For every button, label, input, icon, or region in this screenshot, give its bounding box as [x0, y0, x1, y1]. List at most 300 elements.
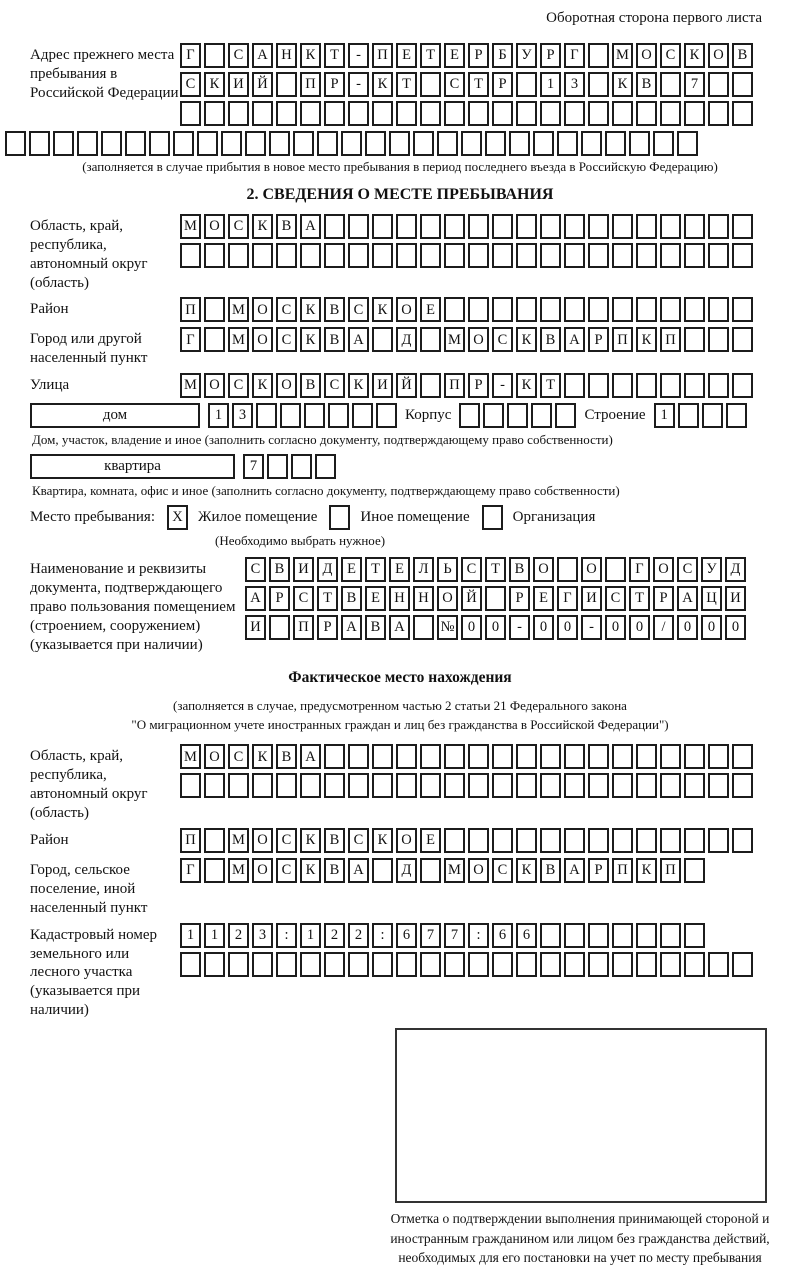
- char-cell: П: [180, 828, 201, 853]
- char-cell: [531, 403, 552, 428]
- char-cell: С: [293, 586, 314, 611]
- char-cell: [612, 243, 633, 268]
- char-cell: [315, 454, 336, 479]
- char-cell: А: [348, 858, 369, 883]
- char-cell: :: [468, 923, 489, 948]
- char-cell: [324, 773, 345, 798]
- char-cell: [420, 773, 441, 798]
- char-cell: С: [228, 43, 249, 68]
- char-cell: 6: [396, 923, 417, 948]
- char-cell: [252, 952, 273, 977]
- char-cell: -: [581, 615, 602, 640]
- char-cell: Р: [317, 615, 338, 640]
- char-cell: [564, 373, 585, 398]
- char-cell: К: [252, 214, 273, 239]
- actual-region-row-1: [180, 744, 753, 769]
- char-cell: Т: [468, 72, 489, 97]
- char-cell: 0: [557, 615, 578, 640]
- char-cell: [684, 297, 705, 322]
- char-cell: С: [605, 586, 626, 611]
- char-cell: К: [516, 858, 537, 883]
- char-cell: [684, 214, 705, 239]
- char-cell: 0: [533, 615, 554, 640]
- char-cell: [300, 952, 321, 977]
- char-cell: [444, 828, 465, 853]
- char-cell: [125, 131, 146, 156]
- char-cell: М: [444, 327, 465, 352]
- char-cell: [516, 214, 537, 239]
- prev-address-row-2: [180, 72, 753, 97]
- region-label: Область, край, республика, автономный округ (область): [30, 217, 148, 291]
- char-cell: [612, 828, 633, 853]
- char-cell: К: [252, 373, 273, 398]
- char-cell: [293, 131, 314, 156]
- char-cell: [732, 373, 753, 398]
- char-cell: В: [324, 327, 345, 352]
- char-cell: [77, 131, 98, 156]
- char-cell: [396, 952, 417, 977]
- char-cell: [492, 828, 513, 853]
- char-cell: В: [276, 744, 297, 769]
- char-cell: [276, 773, 297, 798]
- char-cell: [516, 828, 537, 853]
- char-cell: [564, 923, 585, 948]
- char-cell: К: [372, 297, 393, 322]
- char-cell: -: [348, 43, 369, 68]
- char-cell: [485, 131, 506, 156]
- char-cell: К: [684, 43, 705, 68]
- char-cell: [389, 131, 410, 156]
- char-cell: [228, 243, 249, 268]
- char-cell: [252, 773, 273, 798]
- char-cell: В: [540, 327, 561, 352]
- char-cell: Г: [180, 43, 201, 68]
- char-cell: [708, 297, 729, 322]
- char-cell: [660, 952, 681, 977]
- char-cell: [540, 744, 561, 769]
- char-cell: [420, 214, 441, 239]
- char-cell: [533, 131, 554, 156]
- char-cell: П: [660, 858, 681, 883]
- char-cell: [636, 923, 657, 948]
- option-label-other-premises: Иное помещение: [360, 509, 470, 526]
- char-cell: К: [372, 828, 393, 853]
- char-cell: [684, 858, 705, 883]
- char-cell: О: [396, 297, 417, 322]
- char-cell: [228, 952, 249, 977]
- char-cell: [564, 214, 585, 239]
- char-cell: [492, 952, 513, 977]
- char-cell: [420, 952, 441, 977]
- char-cell: [732, 828, 753, 853]
- char-cell: В: [636, 72, 657, 97]
- char-cell: [540, 952, 561, 977]
- char-cell: [29, 131, 50, 156]
- char-cell: [324, 243, 345, 268]
- char-cell: [612, 101, 633, 126]
- char-cell: [468, 952, 489, 977]
- char-cell: Г: [180, 858, 201, 883]
- char-cell: С: [276, 858, 297, 883]
- char-cell: [485, 586, 506, 611]
- actual-city-field: [30, 858, 770, 918]
- char-cell: С: [276, 327, 297, 352]
- char-cell: Е: [365, 586, 386, 611]
- char-cell: [444, 952, 465, 977]
- char-cell: В: [300, 373, 321, 398]
- char-cell: М: [228, 297, 249, 322]
- char-cell: [444, 243, 465, 268]
- char-cell: [420, 101, 441, 126]
- char-cell: [509, 131, 530, 156]
- char-cell: 7: [243, 454, 264, 479]
- char-cell: [149, 131, 170, 156]
- prev-address-label: Адрес прежнего места пребывания в Российской Федерации: [30, 47, 179, 101]
- char-cell: [341, 131, 362, 156]
- char-cell: [555, 403, 576, 428]
- char-cell: Е: [420, 828, 441, 853]
- char-cell: [540, 243, 561, 268]
- char-cell: [612, 952, 633, 977]
- char-cell: -: [492, 373, 513, 398]
- char-cell: О: [653, 557, 674, 582]
- char-cell: [588, 72, 609, 97]
- char-cell: [636, 243, 657, 268]
- char-cell: В: [540, 858, 561, 883]
- char-cell: С: [228, 744, 249, 769]
- char-cell: [564, 744, 585, 769]
- char-cell: П: [612, 327, 633, 352]
- char-cell: [291, 454, 312, 479]
- char-cell: [540, 828, 561, 853]
- char-cell: -: [509, 615, 530, 640]
- char-cell: [540, 923, 561, 948]
- char-cell: [420, 744, 441, 769]
- char-cell: С: [348, 828, 369, 853]
- district-label: Район: [30, 301, 69, 318]
- char-cell: [197, 131, 218, 156]
- char-cell: [557, 131, 578, 156]
- char-cell: О: [708, 43, 729, 68]
- char-cell: [612, 923, 633, 948]
- char-cell: Р: [509, 586, 530, 611]
- house-row: [30, 403, 770, 428]
- char-cell: [492, 214, 513, 239]
- char-cell: [204, 952, 225, 977]
- char-cell: [708, 952, 729, 977]
- char-cell: [540, 101, 561, 126]
- char-cell: [252, 101, 273, 126]
- char-cell: [204, 43, 225, 68]
- char-cell: П: [293, 615, 314, 640]
- char-cell: Р: [588, 858, 609, 883]
- char-cell: [588, 828, 609, 853]
- char-cell: [612, 297, 633, 322]
- korpus-label: Корпус: [405, 407, 452, 424]
- document-label: Наименование и реквизиты документа, подтверждающего право пользования помещением (строением, сооружением) (указывается при наличии): [30, 561, 236, 653]
- char-cell: [348, 101, 369, 126]
- char-cell: М: [444, 858, 465, 883]
- char-cell: [708, 72, 729, 97]
- char-cell: В: [509, 557, 530, 582]
- char-cell: 2: [228, 923, 249, 948]
- char-cell: И: [581, 586, 602, 611]
- char-cell: [516, 744, 537, 769]
- char-cell: С: [276, 828, 297, 853]
- char-cell: Н: [276, 43, 297, 68]
- char-cell: [348, 214, 369, 239]
- char-cell: [564, 243, 585, 268]
- char-cell: [516, 243, 537, 268]
- document-row-2: [245, 586, 746, 611]
- char-cell: [708, 373, 729, 398]
- char-cell: О: [252, 327, 273, 352]
- apartment-box: квартира: [30, 454, 235, 479]
- stroenie-cells: [654, 403, 747, 428]
- char-cell: Е: [389, 557, 410, 582]
- char-cell: [372, 243, 393, 268]
- char-cell: Т: [317, 586, 338, 611]
- char-cell: -: [348, 72, 369, 97]
- char-cell: [468, 101, 489, 126]
- char-cell: Т: [324, 43, 345, 68]
- char-cell: Г: [557, 586, 578, 611]
- char-cell: [708, 773, 729, 798]
- actual-region-row-2: [180, 773, 753, 798]
- char-cell: [413, 131, 434, 156]
- char-cell: [636, 297, 657, 322]
- cadastral-field: [30, 923, 770, 1020]
- char-cell: С: [228, 373, 249, 398]
- char-cell: О: [437, 586, 458, 611]
- char-cell: :: [372, 923, 393, 948]
- document-row-3: [245, 615, 746, 640]
- char-cell: [684, 923, 705, 948]
- char-cell: П: [180, 297, 201, 322]
- option-label-organization: Организация: [512, 509, 596, 526]
- char-cell: [269, 615, 290, 640]
- char-cell: [365, 131, 386, 156]
- char-cell: А: [252, 43, 273, 68]
- char-cell: К: [204, 72, 225, 97]
- char-cell: Т: [540, 373, 561, 398]
- char-cell: [300, 243, 321, 268]
- stay-type-label: Место пребывания:: [30, 509, 155, 526]
- char-cell: [396, 773, 417, 798]
- char-cell: Е: [533, 586, 554, 611]
- char-cell: [660, 373, 681, 398]
- char-cell: А: [564, 858, 585, 883]
- char-cell: [684, 327, 705, 352]
- char-cell: [636, 828, 657, 853]
- cadastral-row-2: [180, 952, 753, 977]
- house-caption: Дом, участок, владение и иное (заполнить согласно документу, подтверждающему право собственности): [32, 432, 613, 448]
- char-cell: [420, 72, 441, 97]
- char-cell: С: [677, 557, 698, 582]
- char-cell: [396, 243, 417, 268]
- char-cell: 0: [461, 615, 482, 640]
- char-cell: [677, 131, 698, 156]
- header-note: Оборотная сторона первого листа: [546, 10, 762, 26]
- char-cell: [684, 828, 705, 853]
- char-cell: 0: [485, 615, 506, 640]
- char-cell: [204, 297, 225, 322]
- char-cell: О: [204, 744, 225, 769]
- char-cell: К: [636, 327, 657, 352]
- street-field: [30, 373, 770, 398]
- char-cell: А: [677, 586, 698, 611]
- char-cell: К: [300, 327, 321, 352]
- char-cell: [396, 101, 417, 126]
- char-cell: [684, 773, 705, 798]
- stamp-area: [30, 1028, 770, 1268]
- region-row-1: [180, 214, 753, 239]
- char-cell: [180, 243, 201, 268]
- char-cell: [444, 773, 465, 798]
- char-cell: П: [372, 43, 393, 68]
- char-cell: [300, 101, 321, 126]
- char-cell: №: [437, 615, 458, 640]
- char-cell: [420, 858, 441, 883]
- house-cells: [208, 403, 397, 428]
- char-cell: Т: [396, 72, 417, 97]
- char-cell: А: [245, 586, 266, 611]
- char-cell: [564, 297, 585, 322]
- char-cell: [708, 214, 729, 239]
- char-cell: [468, 828, 489, 853]
- char-cell: [221, 131, 242, 156]
- document-field: [30, 557, 770, 654]
- char-cell: [492, 297, 513, 322]
- char-cell: С: [444, 72, 465, 97]
- char-cell: [732, 327, 753, 352]
- char-cell: [636, 773, 657, 798]
- prev-address-overflow-row: [5, 131, 770, 156]
- char-cell: [660, 744, 681, 769]
- char-cell: К: [300, 297, 321, 322]
- char-cell: В: [324, 297, 345, 322]
- char-cell: К: [348, 373, 369, 398]
- char-cell: [636, 373, 657, 398]
- char-cell: [708, 744, 729, 769]
- char-cell: [588, 297, 609, 322]
- actual-location-caption-1: (заполняется в случае, предусмотренном частью 2 статьи 21 Федерального закона: [173, 697, 627, 713]
- char-cell: 1: [300, 923, 321, 948]
- apartment-caption: Квартира, комната, офис и иное (заполнить согласно документу, подтверждающему право собственности): [32, 483, 620, 499]
- char-cell: Й: [252, 72, 273, 97]
- char-cell: О: [252, 858, 273, 883]
- checkbox-organization: [482, 505, 503, 530]
- char-cell: [660, 297, 681, 322]
- option-label-residential: Жилое помещение: [198, 509, 318, 526]
- char-cell: В: [341, 586, 362, 611]
- actual-city-label: Город, сельское поселение, иной населенный пункт: [30, 861, 148, 916]
- char-cell: [324, 744, 345, 769]
- char-cell: Д: [396, 858, 417, 883]
- char-cell: [732, 744, 753, 769]
- char-cell: 3: [564, 72, 585, 97]
- char-cell: Р: [653, 586, 674, 611]
- char-cell: О: [204, 214, 225, 239]
- char-cell: 6: [516, 923, 537, 948]
- char-cell: К: [300, 858, 321, 883]
- char-cell: [588, 373, 609, 398]
- char-cell: [660, 214, 681, 239]
- char-cell: Р: [540, 43, 561, 68]
- char-cell: М: [180, 373, 201, 398]
- region-row-2: [180, 243, 753, 268]
- checkbox-residential: X: [167, 505, 188, 530]
- char-cell: [53, 131, 74, 156]
- char-cell: [557, 557, 578, 582]
- city-row: [180, 327, 753, 368]
- district-row: [180, 297, 753, 322]
- char-cell: [588, 101, 609, 126]
- char-cell: [540, 773, 561, 798]
- char-cell: [173, 131, 194, 156]
- char-cell: [461, 131, 482, 156]
- char-cell: [732, 773, 753, 798]
- char-cell: [276, 101, 297, 126]
- char-cell: [468, 744, 489, 769]
- char-cell: [376, 403, 397, 428]
- char-cell: [684, 373, 705, 398]
- char-cell: [372, 858, 393, 883]
- char-cell: [372, 952, 393, 977]
- prev-address-row-1: [180, 43, 753, 68]
- char-cell: [732, 243, 753, 268]
- char-cell: К: [300, 43, 321, 68]
- actual-district-label: Район: [30, 831, 69, 848]
- char-cell: 2: [324, 923, 345, 948]
- char-cell: [468, 297, 489, 322]
- char-cell: К: [252, 744, 273, 769]
- char-cell: [588, 214, 609, 239]
- char-cell: /: [653, 615, 674, 640]
- char-cell: [317, 131, 338, 156]
- char-cell: И: [293, 557, 314, 582]
- char-cell: В: [269, 557, 290, 582]
- region-field: [30, 214, 770, 293]
- char-cell: 6: [492, 923, 513, 948]
- char-cell: Е: [444, 43, 465, 68]
- char-cell: [708, 243, 729, 268]
- char-cell: [588, 243, 609, 268]
- char-cell: Й: [396, 373, 417, 398]
- char-cell: С: [276, 297, 297, 322]
- char-cell: [204, 243, 225, 268]
- char-cell: [483, 403, 504, 428]
- char-cell: О: [468, 858, 489, 883]
- char-cell: [492, 773, 513, 798]
- char-cell: [204, 101, 225, 126]
- char-cell: [276, 952, 297, 977]
- char-cell: С: [660, 43, 681, 68]
- char-cell: [516, 72, 537, 97]
- char-cell: Ь: [437, 557, 458, 582]
- char-cell: И: [228, 72, 249, 97]
- char-cell: [348, 744, 369, 769]
- char-cell: [269, 131, 290, 156]
- char-cell: О: [396, 828, 417, 853]
- char-cell: 3: [252, 923, 273, 948]
- actual-location-caption-2: "О миграционном учете иностранных граждан и лиц без гражданства в Российской Федерации"): [131, 716, 669, 732]
- section2-title: 2. СВЕДЕНИЯ О МЕСТЕ ПРЕБЫВАНИЯ: [246, 185, 554, 203]
- char-cell: [708, 327, 729, 352]
- char-cell: Г: [180, 327, 201, 352]
- char-cell: [612, 214, 633, 239]
- char-cell: [348, 773, 369, 798]
